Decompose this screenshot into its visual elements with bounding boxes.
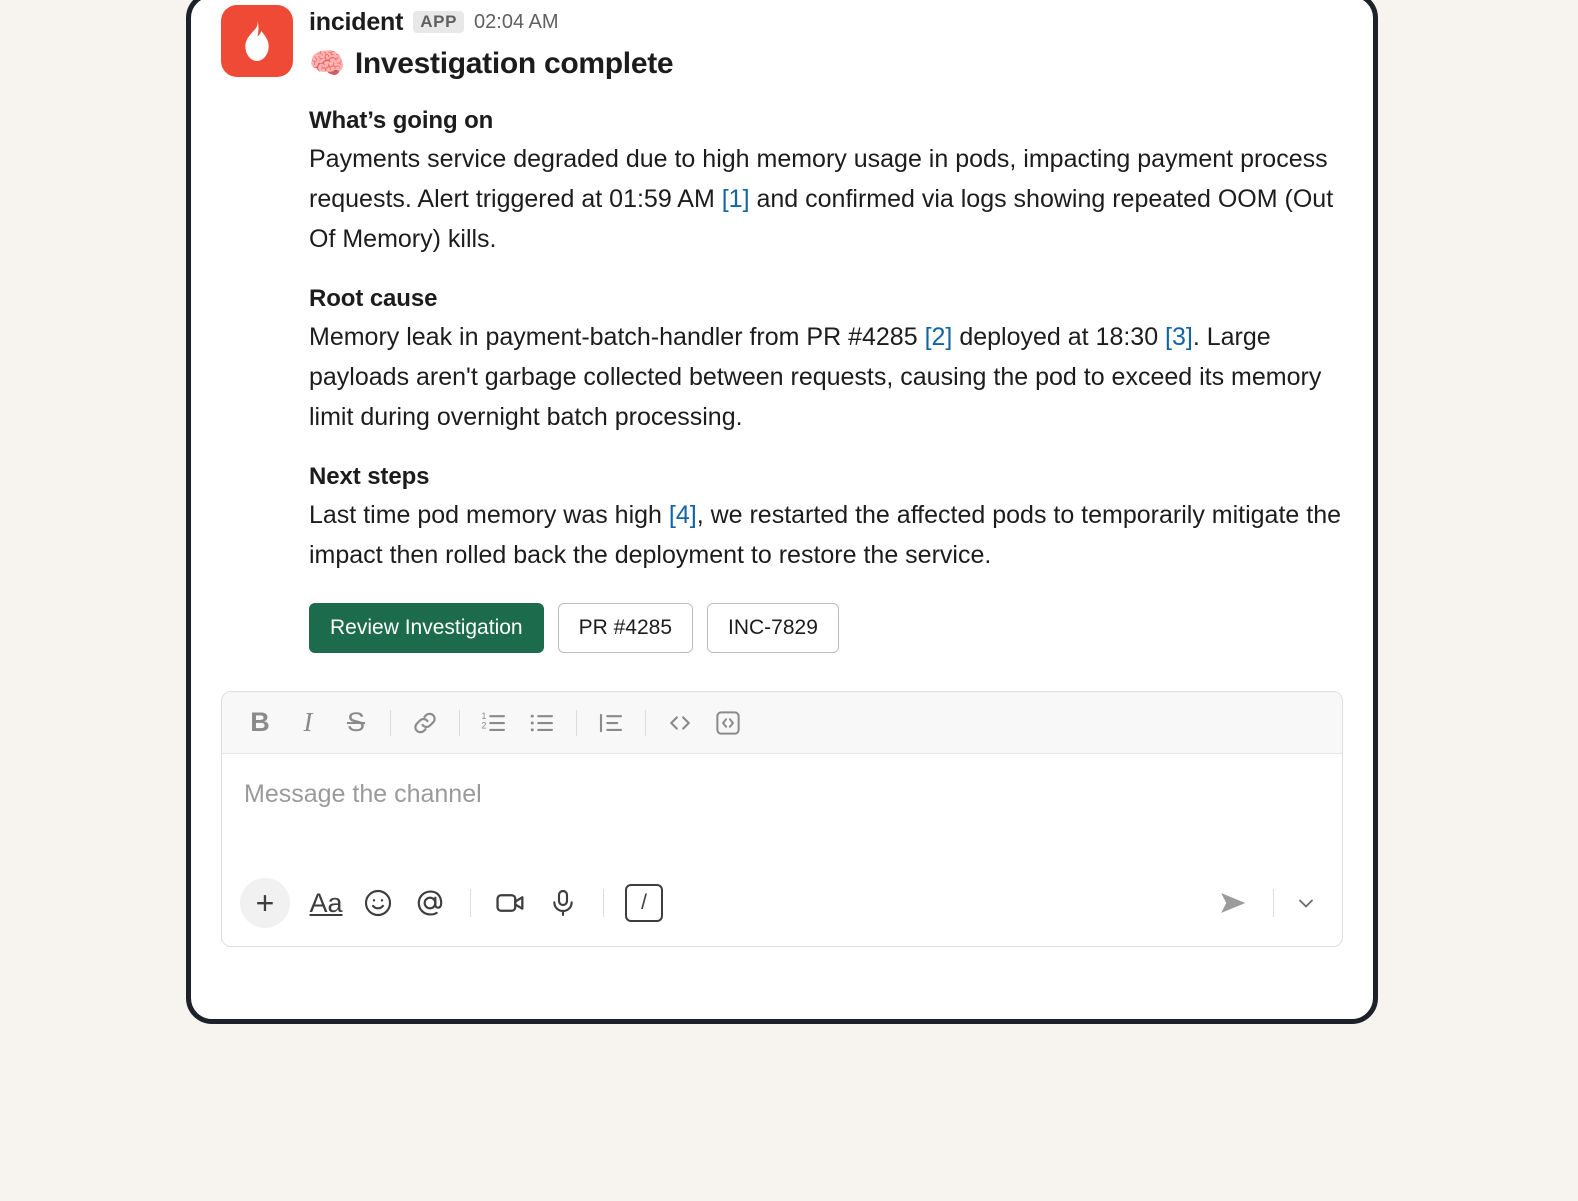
section-text: , we restarted the affected pods to temporarily mitigate the impact then rolled back the deployment to restore the service.	[309, 501, 1342, 569]
section-heading: Next steps	[309, 463, 430, 490]
section-text: Payments service degraded due to high memory usage in pods, impacting payment process requests. Alert triggered at 01:59 AM	[309, 145, 1328, 213]
citation-link[interactable]: [3]	[1165, 323, 1193, 351]
message-title	[309, 47, 1343, 81]
section-text: Memory leak in payment-batch-handler from PR #4285	[309, 323, 925, 351]
brain-icon: 🧠	[309, 47, 345, 80]
section-body	[309, 317, 1343, 437]
slack-window	[186, 0, 1378, 1024]
message-section	[309, 463, 1343, 575]
review-investigation-button[interactable]: Review Investigation	[309, 603, 544, 653]
link-icon[interactable]	[401, 701, 449, 745]
section-heading: Root cause	[309, 285, 438, 312]
app-avatar	[221, 5, 293, 77]
separator-4	[645, 710, 646, 736]
section-text: and confirmed via logs showing repeated OOM (Out Of Memory) kills.	[309, 185, 1334, 253]
add-attachment-button[interactable]: +	[240, 878, 290, 928]
send-icon[interactable]	[1209, 880, 1259, 926]
message-title-text: Investigation complete	[354, 47, 674, 80]
section-heading: What’s going on	[309, 107, 494, 134]
separator-1	[390, 710, 391, 736]
message-timestamp[interactable]: 02:04 AM	[474, 10, 559, 33]
svg-text:2: 2	[481, 720, 487, 730]
composer-actions	[222, 860, 1342, 946]
message-header	[309, 5, 1343, 39]
citation-link[interactable]: [2]	[924, 323, 953, 351]
message-input-placeholder: Message the channel	[244, 780, 482, 808]
chevron-down-icon[interactable]	[1288, 880, 1324, 926]
mention-icon[interactable]	[404, 877, 456, 929]
bold-icon[interactable]: B	[250, 707, 270, 737]
message-section	[309, 285, 1343, 437]
strikethrough-icon[interactable]: S	[346, 707, 365, 737]
code-block-icon[interactable]	[704, 701, 752, 745]
flame-icon	[237, 19, 277, 63]
composer-separator-3	[1273, 889, 1274, 917]
shortcut-icon[interactable]	[618, 877, 670, 929]
section-text: Last time pod memory was high	[309, 501, 669, 529]
message-composer	[221, 691, 1343, 947]
composer-separator-2	[603, 889, 604, 917]
citation-link[interactable]: [1]	[721, 185, 750, 213]
message-input[interactable]	[222, 754, 1342, 860]
formatting-button[interactable]: Aa	[309, 887, 343, 918]
svg-text:1: 1	[481, 710, 487, 721]
composer-separator-1	[470, 889, 471, 917]
pr-link-button[interactable]: PR #4285	[558, 603, 693, 653]
composer-toolbar	[222, 692, 1342, 754]
incident-link-button[interactable]: INC-7829	[707, 603, 839, 653]
video-icon[interactable]	[485, 877, 537, 929]
section-body	[309, 139, 1343, 259]
message-section	[309, 107, 1343, 259]
italic-icon[interactable]: I	[303, 707, 313, 737]
section-body	[309, 495, 1343, 575]
ordered-list-icon[interactable]	[470, 701, 518, 745]
bulleted-list-icon[interactable]	[518, 701, 566, 745]
blockquote-icon[interactable]	[587, 701, 635, 745]
section-text: deployed at 18:30	[952, 323, 1166, 351]
citation-link[interactable]: [4]	[668, 501, 697, 529]
separator-3	[576, 710, 577, 736]
message-actions	[309, 603, 1343, 653]
chat-message	[221, 0, 1343, 653]
app-badge: APP	[413, 11, 464, 33]
microphone-icon[interactable]	[537, 877, 589, 929]
emoji-icon[interactable]	[352, 877, 404, 929]
message-sender[interactable]: incident	[309, 7, 404, 36]
separator-2	[459, 710, 460, 736]
slash-command-glyph: /	[625, 884, 663, 922]
section-text: . Large payloads aren't garbage collected between requests, causing the pod to exceed its memory limit during overnight batch processing.	[309, 323, 1322, 431]
code-icon[interactable]	[656, 701, 704, 745]
